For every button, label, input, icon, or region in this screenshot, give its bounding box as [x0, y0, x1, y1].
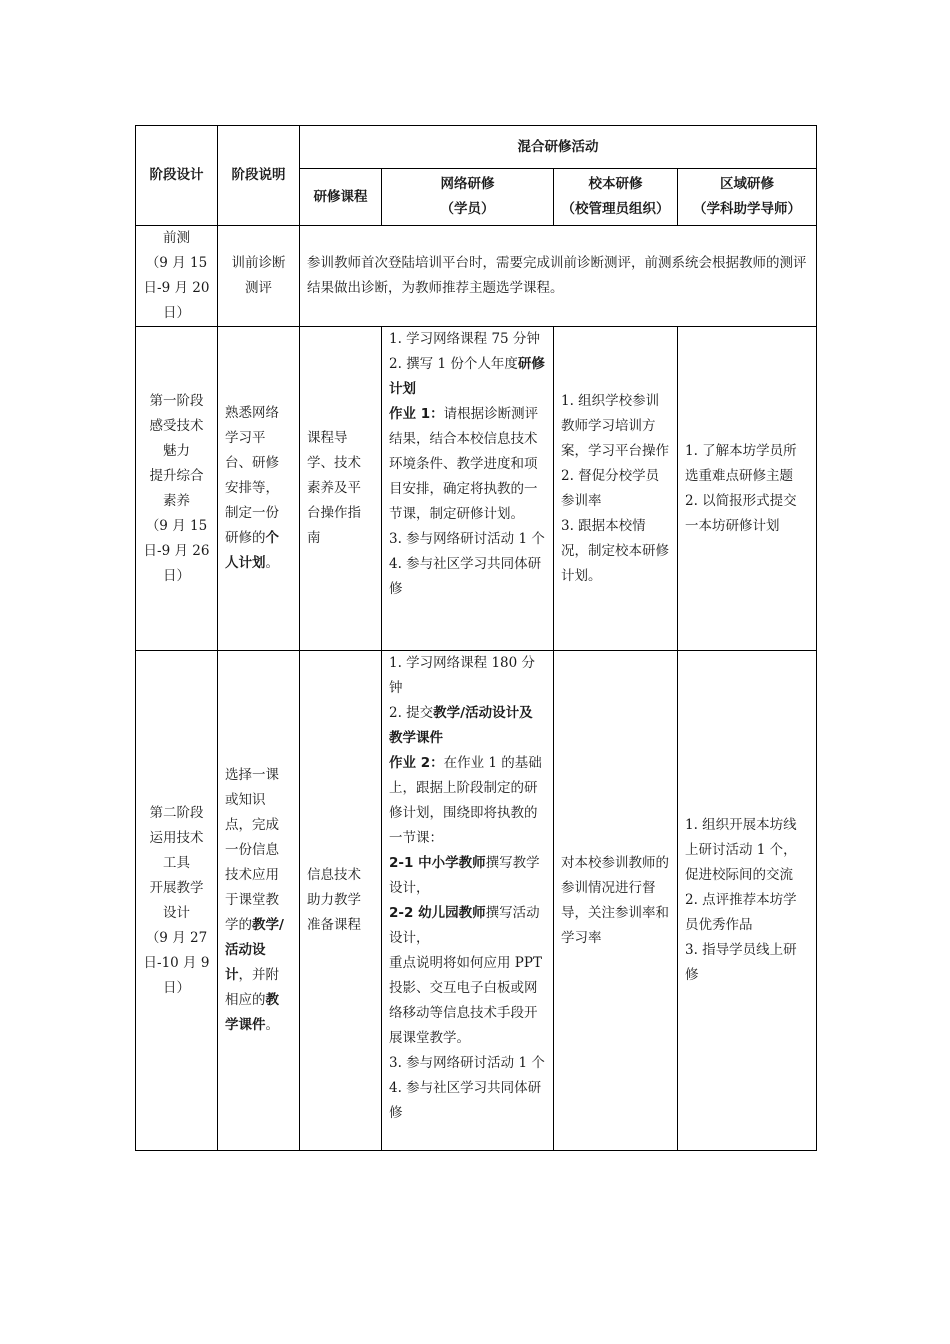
stage2-region: 1. 组织开展本坊线上研讨活动 1 个，促进校际间的交流 2. 点评推荐本坊学员优秀作品 3. 指导学员线上研修 — [678, 651, 817, 1151]
stage2-title: 第二阶段 运用技术工具 开展教学设计 （9 月 27 日-10 月 9 日） — [136, 651, 218, 1151]
stage1-school: 1. 组织学校参训教师学习培训方案，学习平台操作 2. 督促分校学员参训率 3. 跟据本校情况，制定校本研修计划。 — [554, 327, 678, 651]
stage2-school: 对本校参训教师的参训情况进行督导，关注参训率和学习率 — [554, 651, 678, 1151]
pretest-content: 参训教师首次登陆培训平台时，需要完成训前诊断测评，前测系统会根据教师的测评结果做出诊断，为教师推荐主题选学课程。 — [300, 226, 817, 327]
header-stage-design: 阶段设计 — [136, 126, 218, 226]
header-course: 研修课程 — [300, 169, 382, 226]
stage2-online: 1. 学习网络课程 180 分钟 2. 提交教学/活动设计及教学课件 作业 2：在作业 1 的基础上，跟据上阶段制定的研修计划，围绕即将执教的一节课： 2-1 中小学教师撰写教学设计， 2-2 幼儿园教师撰写活动设计， 重点说明将如何应用 PPT 投影、交互电子白板或网络移动等信息技术手段开展课堂教学。 3. 参与网络研讨活动 1 个 4. 参与社区学习共同体研修 — [382, 651, 554, 1151]
stage1-region: 1. 了解本坊学员所选重难点研修主题 2. 以简报形式提交一本坊研修计划 — [678, 327, 817, 651]
header-online: 网络研修 （学员） — [382, 169, 554, 226]
header-school: 校本研修 （校管理员组织） — [554, 169, 678, 226]
header-region: 区域研修 （学科助学导师） — [678, 169, 817, 226]
stage1-desc: 熟悉网络学习平台、研修安排等，制定一份研修的个人计划。 — [218, 327, 300, 651]
stage1-title: 第一阶段 感受技术魅力 提升综合素养 （9 月 15 日-9 月 26 日） — [136, 327, 218, 651]
training-plan-table — [135, 125, 817, 1151]
stage1-course: 课程导学、技术素养及平台操作指南 — [300, 327, 382, 651]
stage2-course: 信息技术助力教学准备课程 — [300, 651, 382, 1151]
header-mixed-activities: 混合研修活动 — [300, 126, 817, 169]
stage1-online: 1. 学习网络课程 75 分钟 2. 撰写 1 份个人年度研修计划 作业 1：请根据诊断测评结果，结合本校信息技术环境条件、教学进度和项目安排，确定将执教的一节课，制定研修计划。 3. 参与网络研讨活动 1 个 4. 参与社区学习共同体研修 — [382, 327, 554, 651]
header-stage-desc: 阶段说明 — [218, 126, 300, 226]
stage2-desc: 选择一课或知识点，完成一份信息技术应用于课堂教学的教学/活动设计，并附相应的教学课件。 — [218, 651, 300, 1151]
pretest-stage: 前测 （9 月 15 日-9 月 20 日） — [136, 226, 218, 327]
pretest-desc: 训前诊断测评 — [218, 226, 300, 327]
